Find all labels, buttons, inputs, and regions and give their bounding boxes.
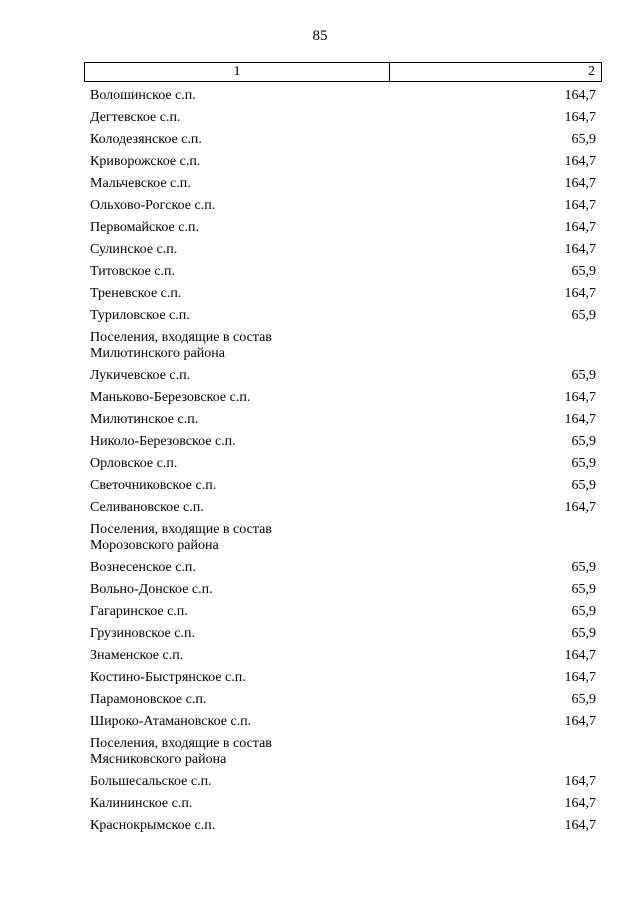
- settlement-name: Широко-Атамановское с.п.: [90, 714, 252, 729]
- table-row: [84, 623, 602, 645]
- settlement-name: Волошинское с.п.: [90, 88, 196, 103]
- settlement-value: 164,7: [564, 110, 596, 125]
- settlement-value: 164,7: [564, 648, 596, 663]
- settlement-value: 65,9: [571, 692, 596, 707]
- table-row: [84, 815, 602, 837]
- settlement-name: Треневское с.п.: [90, 286, 182, 301]
- table-row: [84, 261, 602, 283]
- settlement-value: [410, 330, 602, 362]
- table-row: [84, 475, 602, 497]
- settlement-name: Николо-Березовское с.п.: [90, 434, 236, 449]
- data-table: [84, 62, 602, 837]
- settlement-value: 164,7: [564, 88, 596, 103]
- table-row: [84, 173, 602, 195]
- settlement-value: 164,7: [564, 500, 596, 515]
- table-row: [84, 453, 602, 475]
- settlement-name: Колодезянское с.п.: [90, 132, 202, 147]
- settlement-value: 164,7: [564, 670, 596, 685]
- table-row: [84, 645, 602, 667]
- settlement-value: 65,9: [571, 582, 596, 597]
- column-header-1: 1: [85, 63, 390, 81]
- table-row: [84, 195, 602, 217]
- settlement-value: 164,7: [564, 774, 596, 789]
- settlement-name: Знаменское с.п.: [90, 648, 184, 663]
- table-row: [84, 151, 602, 173]
- table-row: [84, 793, 602, 815]
- settlement-name: Сулинское с.п.: [90, 242, 178, 257]
- settlement-value: 164,7: [564, 818, 596, 833]
- settlement-name: Орловское с.п.: [90, 456, 178, 471]
- group-heading: Поселения, входящие в состав Мясниковского района: [90, 736, 272, 767]
- table-body: [84, 85, 602, 837]
- table-row: [84, 771, 602, 793]
- settlement-name: Вознесенское с.п.: [90, 560, 196, 575]
- column-header-2: 2: [588, 64, 595, 79]
- settlement-value: 164,7: [564, 390, 596, 405]
- page-number: 85: [312, 28, 328, 44]
- group-heading: Поселения, входящие в состав Морозовского района: [90, 522, 272, 553]
- settlement-value: 164,7: [564, 412, 596, 427]
- settlement-value: 164,7: [564, 286, 596, 301]
- settlement-name: Туриловское с.п.: [90, 308, 190, 323]
- settlement-value: [410, 522, 602, 554]
- table-row: [84, 239, 602, 261]
- settlement-name: Парамоновское с.п.: [90, 692, 207, 707]
- settlement-name: Ольхово-Рогское с.п.: [90, 198, 216, 213]
- settlement-name: Титовское с.п.: [90, 264, 176, 279]
- settlement-name: Лукичевское с.п.: [90, 368, 191, 383]
- settlement-value: 65,9: [571, 308, 596, 323]
- table-row: [84, 557, 602, 579]
- settlement-name: Вольно-Донское с.п.: [90, 582, 213, 597]
- settlement-value: 65,9: [571, 626, 596, 641]
- settlement-value: 164,7: [564, 242, 596, 257]
- settlement-name: Большесальское с.п.: [90, 774, 212, 789]
- settlement-value: 65,9: [571, 132, 596, 147]
- table-row: [84, 579, 602, 601]
- settlement-value: 65,9: [571, 560, 596, 575]
- settlement-name: Грузиновское с.п.: [90, 626, 195, 641]
- settlement-value: 164,7: [564, 220, 596, 235]
- table-row: [84, 711, 602, 733]
- settlement-name: Мальчевское с.п.: [90, 176, 191, 191]
- table-row: [84, 305, 602, 327]
- settlement-value: 164,7: [564, 176, 596, 191]
- table-row: [84, 497, 602, 519]
- settlement-value: 164,7: [564, 154, 596, 169]
- table-header-row: [84, 62, 602, 82]
- settlement-value: 164,7: [564, 796, 596, 811]
- settlement-name: Маньково-Березовское с.п.: [90, 390, 251, 405]
- table-row: [84, 283, 602, 305]
- settlement-name: Костино-Быстрянское с.п.: [90, 670, 246, 685]
- settlement-name: Милютинское с.п.: [90, 412, 199, 427]
- table-row: [84, 85, 602, 107]
- settlement-value: 164,7: [564, 714, 596, 729]
- settlement-value: 65,9: [571, 478, 596, 493]
- settlement-name: Криворожское с.п.: [90, 154, 201, 169]
- settlement-name: Первомайское с.п.: [90, 220, 199, 235]
- group-heading-row: [84, 519, 602, 557]
- group-heading: Поселения, входящие в состав Милютинского района: [90, 330, 272, 361]
- settlement-value: 65,9: [571, 264, 596, 279]
- settlement-value: [410, 736, 602, 768]
- settlement-name: Селивановское с.п.: [90, 500, 204, 515]
- settlement-name: Светочниковское с.п.: [90, 478, 217, 493]
- settlement-value: 164,7: [564, 198, 596, 213]
- table-row: [84, 409, 602, 431]
- table-row: [84, 431, 602, 453]
- table-row: [84, 129, 602, 151]
- settlement-name: Калининское с.п.: [90, 796, 193, 811]
- settlement-value: 65,9: [571, 604, 596, 619]
- table-row: [84, 365, 602, 387]
- table-row: [84, 217, 602, 239]
- table-row: [84, 667, 602, 689]
- table-row: [84, 601, 602, 623]
- table-row: [84, 387, 602, 409]
- settlement-name: Краснокрымское с.п.: [90, 818, 216, 833]
- group-heading-row: [84, 327, 602, 365]
- group-heading-row: [84, 733, 602, 771]
- settlement-name: Дегтевское с.п.: [90, 110, 181, 125]
- table-row: [84, 689, 602, 711]
- settlement-name: Гагаринское с.п.: [90, 604, 188, 619]
- settlement-value: 65,9: [571, 434, 596, 449]
- settlement-value: 65,9: [571, 456, 596, 471]
- table-row: [84, 107, 602, 129]
- settlement-value: 65,9: [571, 368, 596, 383]
